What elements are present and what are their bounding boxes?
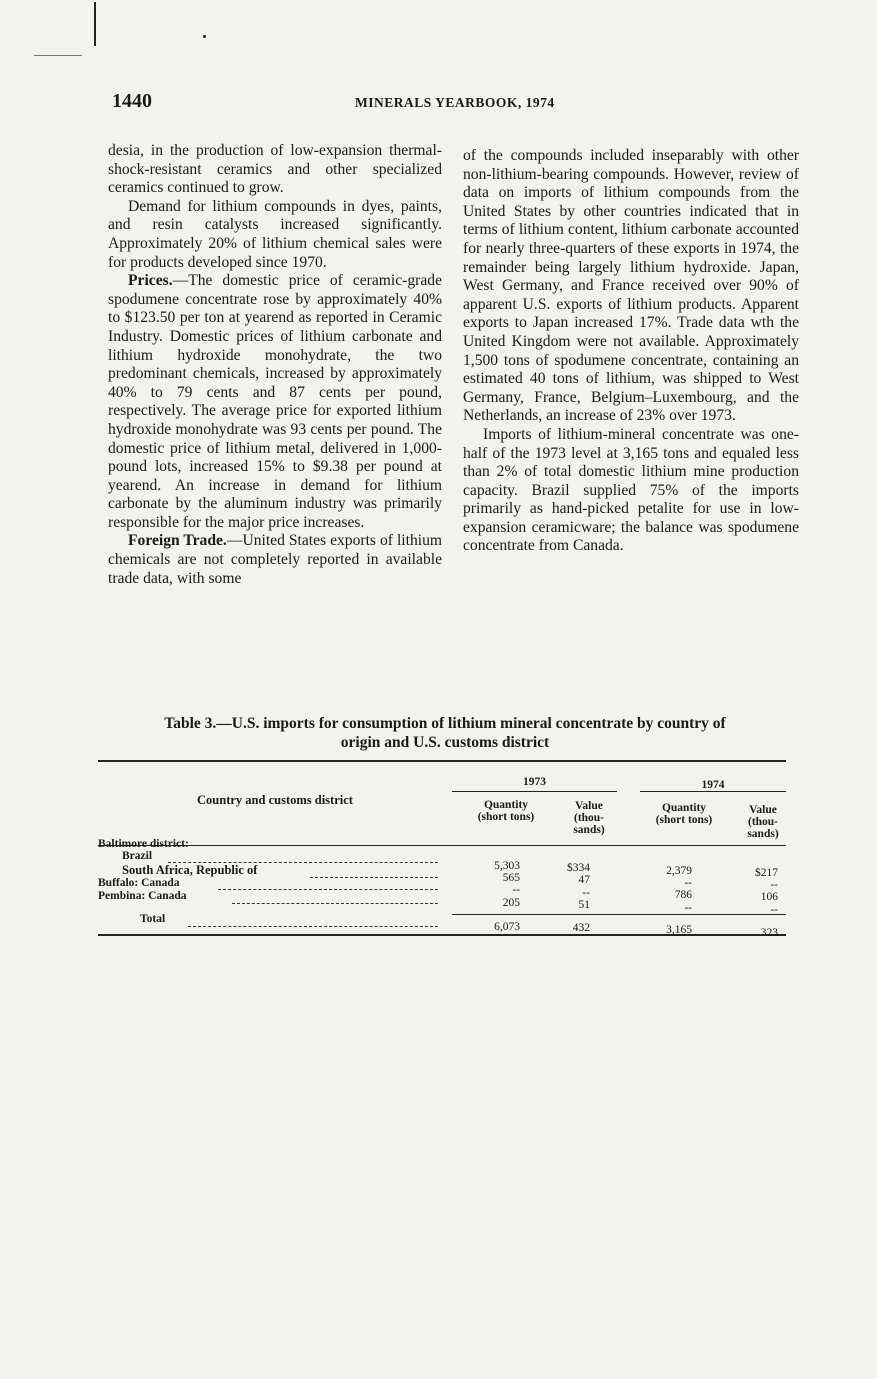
row-pembina-label: Pembina: Canada	[98, 890, 187, 902]
row-total-label: Total	[140, 913, 166, 925]
prices-text: —The domestic price of ceramic-grade spodumene concentrate rose by approximately 40% to $123.50 per ton at yearend as reported in Ceramic Industry. Domestic prices of lithium carbonate and lithium hydroxide monohydrate, the two predominant chemicals, increased by approximately 40% to 79 cents and 87 cents per pound, respectively. The average price for exported lithium hydroxide monohydrate was 93 cents per pound. The domestic price of lithium metal, delivered in 1,000-pound lots, increased 15% to $9.38 per pound at yearend. An increase in demand for lithium carbonate by the aluminum industry was primarily responsible for the major price increases.	[108, 272, 442, 531]
baltimore-district-label: Baltimore district:	[98, 838, 189, 850]
table-caption-line-2: origin and U.S. customs district	[340, 734, 550, 751]
row-pembina-leader	[232, 903, 438, 904]
year-1973-header: 1973	[523, 776, 546, 788]
total-value-1973: 432	[572, 922, 590, 934]
row-buffalo-leader	[218, 889, 438, 890]
row-buffalo-label: Buffalo: Canada	[98, 877, 180, 889]
scan-dot	[203, 35, 206, 38]
prices-heading: Prices.	[128, 272, 173, 290]
south-africa-quantity-1974: --	[684, 877, 692, 889]
brazil-value-1973: $334	[567, 862, 590, 874]
running-title: MINERALS YEARBOOK, 1974	[355, 95, 555, 110]
buffalo-quantity-1973: --	[512, 884, 520, 896]
south-africa-quantity-1973: 565	[502, 872, 520, 884]
brazil-quantity-1974: 2,379	[666, 865, 692, 877]
year-1973-rule	[452, 791, 617, 792]
south-africa-value-1974: --	[770, 879, 778, 891]
left-paragraph-1: desia, in the production of low-expansion thermal-shock-resistant ceramics and other specialized ceramics continued to grow.	[108, 142, 442, 197]
table-top-rule	[98, 760, 786, 762]
pembina-value-1974: --	[770, 904, 778, 916]
buffalo-value-1974: 106	[760, 891, 778, 903]
total-quantity-1974: 3,165	[666, 924, 692, 936]
buffalo-value-1973: --	[582, 887, 590, 899]
row-brazil-label: Brazil	[122, 850, 153, 862]
year-1974-header: 1974	[701, 779, 725, 791]
year-1974-rule	[640, 791, 786, 792]
total-value-1974: 323	[760, 927, 778, 939]
buffalo-quantity-1974: 786	[674, 889, 692, 901]
brazil-quantity-1973: 5,303	[494, 860, 520, 872]
south-africa-value-1973: 47	[578, 874, 590, 886]
row-south-africa-leader	[310, 877, 438, 878]
brazil-value-1974: $217	[755, 867, 778, 879]
right-column	[463, 147, 799, 556]
pembina-quantity-1973: 205	[502, 897, 520, 909]
row-south-africa-label: South Africa, Republic of	[122, 863, 258, 877]
pembina-quantity-1974: --	[684, 902, 692, 914]
foreign-trade-text: —United States exports of lithium chemicals are not completely reported in available trade data, with some	[108, 532, 442, 587]
right-paragraph-1: of the compounds included inseparably with other non-lithium-bearing compounds. However, review of data on imports of lithium compounds from the United States by other countries indicated that in terms of lithium content, lithium carbonate accounted for nearly three-quarters of these exports in 1974, the remainder being largely lithium hydroxide. Japan, West Germany, and France received over 90% of apparent U.S. exports of lithium products. Apparent exports to Japan increased 17%. Trade data wth the United Kingdom were not available. Approximately 1,500 tons of spodumene concentrate, containing an estimated 40 tons of lithium, was shipped to West Germany, France, Belgium–Luxembourg, and the Netherlands, an increase of 23% over 1973.	[463, 147, 799, 425]
row-total-leader	[188, 926, 438, 927]
scan-line-horizontal	[34, 55, 82, 56]
total-quantity-1973: 6,073	[494, 921, 520, 933]
left-paragraph-2: Demand for lithium compounds in dyes, paints, and resin catalysts increased significantly. Approximately 20% of lithium chemical sales were for products developed since 1970.	[108, 197, 442, 271]
value-1973-header: Value (thou- sands)	[573, 800, 605, 836]
header-bottom-rule	[98, 845, 786, 846]
quantity-1973-header: Quantity (short tons)	[477, 799, 535, 823]
pembina-value-1973: 51	[578, 899, 590, 911]
left-paragraph-foreign-trade	[108, 532, 442, 588]
right-paragraph-2: Imports of lithium-mineral concentrate was one-half of the 1973 level at 3,165 tons and equaled less than 2% of total domestic lithium mine production capacity. Brazil supplied 75% of the imports primarily as hand-picked petalite for use in low-expansion ceramicware; the balance was spodumene concentrate from Canada.	[463, 425, 799, 555]
quantity-1974-header: Quantity (short tons)	[655, 802, 713, 826]
left-paragraph-prices	[108, 272, 442, 532]
table-caption	[100, 714, 790, 752]
foreign-trade-heading: Foreign Trade.	[128, 532, 227, 550]
value-1974-header: Value (thou- sands)	[747, 804, 779, 840]
stub-header: Country and customs district	[197, 793, 353, 807]
scan-line-vertical	[94, 2, 96, 46]
page-number: 1440	[112, 90, 152, 112]
table-caption-line-1: Table 3.—U.S. imports for consumption of lithium mineral concentrate by country of	[164, 715, 726, 732]
left-column	[108, 142, 442, 588]
